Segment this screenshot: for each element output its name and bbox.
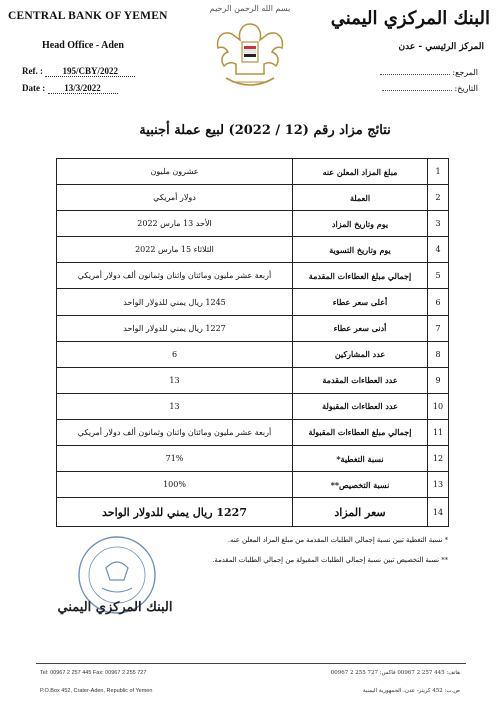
- row-value: 71%: [57, 446, 293, 472]
- footer-divider: [36, 663, 466, 664]
- row-value: 1245 ريال يمني للدولار الواحد: [57, 289, 293, 315]
- arabic-office-name: المركز الرئيسي - عدن: [398, 42, 484, 52]
- row-label: أعلى سعر عطاء: [293, 289, 428, 315]
- ref-label: Ref. :: [22, 66, 43, 76]
- arabic-date-row: [382, 84, 478, 93]
- arabic-ref-label: المرجع:: [452, 68, 478, 77]
- table-row: [57, 367, 449, 393]
- arabic-bank-name: البنك المركزي اليمني: [330, 8, 490, 29]
- row-value: 13: [57, 367, 293, 393]
- row-number: 11: [428, 419, 449, 445]
- row-value: أربعة عشر مليون ومائتان واثنان وثمانون ألف دولار أمريكي: [57, 419, 293, 445]
- table-row: [57, 446, 449, 472]
- table-row: [57, 315, 449, 341]
- table-row: [57, 237, 449, 263]
- row-number: 1: [428, 159, 449, 185]
- document-title: نتائج مزاد رقم (12 / 2022) لبيع عملة أجنبية: [139, 123, 391, 138]
- footnote-coverage: * نسبة التغطية تبين نسبة إجمالي الطلبات المقدمة من مبلغ المزاد المعلن عنه.: [227, 536, 448, 544]
- row-label: إجمالي مبلغ العطاءات المقدمة: [293, 263, 428, 289]
- footer-arabic-address: ص.ب: 452 كريتر- عدن، الجمهورية اليمنية: [362, 688, 460, 694]
- table-row: [57, 211, 449, 237]
- row-number: 9: [428, 367, 449, 393]
- row-number: 12: [428, 446, 449, 472]
- table-row: [57, 498, 449, 527]
- row-number: 3: [428, 211, 449, 237]
- basmala: بسم الله الرحمن الرحيم: [209, 4, 291, 13]
- table-row: [57, 185, 449, 211]
- table-row: [57, 419, 449, 445]
- row-label: أدنى سعر عطاء: [293, 315, 428, 341]
- row-label: سعر المزاد: [293, 498, 428, 527]
- row-value: 1227 ريال يمني للدولار الواحد: [57, 498, 293, 527]
- table-row: [57, 159, 449, 185]
- row-label: العملة: [293, 185, 428, 211]
- row-number: 14: [428, 498, 449, 527]
- row-label: نسبة التغطية*: [293, 446, 428, 472]
- table-row: [57, 393, 449, 419]
- row-label: نسبة التخصيص**: [293, 472, 428, 498]
- row-number: 8: [428, 341, 449, 367]
- table-row: [57, 263, 449, 289]
- row-number: 10: [428, 393, 449, 419]
- arabic-date-blank: [382, 90, 452, 91]
- auction-results-table: [56, 158, 449, 527]
- table-row: [57, 341, 449, 367]
- row-label: إجمالي مبلغ العطاءات المقبولة: [293, 419, 428, 445]
- stamp-text: البنك المركزي اليمني: [57, 600, 173, 615]
- arabic-date-label: التاريخ:: [454, 84, 478, 93]
- row-value: الثلاثاء 15 مارس 2022: [57, 237, 293, 263]
- row-label: عدد العطاءات المقبولة: [293, 393, 428, 419]
- footer-arabic-phone: هاتف: 445 257 2 00967 فاكس: 727 255 2 00967: [330, 670, 460, 676]
- yemen-eagle-emblem-icon: [212, 16, 288, 96]
- row-value: الأحد 13 مارس 2022: [57, 211, 293, 237]
- table-row: [57, 289, 449, 315]
- english-office-name: Head Office - Aden: [42, 40, 124, 51]
- official-stamp-icon: [62, 530, 172, 630]
- row-label: يوم وتاريخ التسوية: [293, 237, 428, 263]
- row-label: عدد العطاءات المقدمة: [293, 367, 428, 393]
- footer-english-address: P.O.Box 452, Crater-Aden, Republic of Yemen: [40, 688, 153, 694]
- arabic-ref-blank: [380, 74, 450, 75]
- ref-row: [22, 66, 135, 77]
- row-value: دولار أمريكي: [57, 185, 293, 211]
- row-label: يوم وتاريخ المزاد: [293, 211, 428, 237]
- table-row: [57, 472, 449, 498]
- ref-value: 195/CBY/2022: [45, 66, 135, 77]
- row-value: 13: [57, 393, 293, 419]
- row-number: 5: [428, 263, 449, 289]
- date-label: Date :: [22, 83, 46, 93]
- footnote-allocation: ** نسبة التخصيص تبين نسبة إجمالي الطلبات المقبولة من إجمالي الطلبات المقدمة.: [212, 556, 448, 564]
- row-number: 7: [428, 315, 449, 341]
- row-number: 13: [428, 472, 449, 498]
- row-label: مبلغ المزاد المعلن عنه: [293, 159, 428, 185]
- row-number: 2: [428, 185, 449, 211]
- footer-english-phone: Tel: 00967 2 257 445 Fax: 00967 2 255 727: [40, 670, 147, 676]
- row-number: 4: [428, 237, 449, 263]
- date-value: 13/3/2022: [48, 83, 118, 94]
- row-value: 1227 ريال يمني للدولار الواحد: [57, 315, 293, 341]
- date-row: [22, 83, 118, 94]
- row-value: أربعة عشر مليون ومائتان واثنان وثمانون ألف دولار أمريكي: [57, 263, 293, 289]
- row-value: 6: [57, 341, 293, 367]
- row-number: 6: [428, 289, 449, 315]
- row-value: عشرون مليون: [57, 159, 293, 185]
- arabic-ref-row: [380, 68, 478, 77]
- english-bank-name: CENTRAL BANK OF YEMEN: [8, 10, 168, 22]
- row-value: 100%: [57, 472, 293, 498]
- row-label: عدد المشاركين: [293, 341, 428, 367]
